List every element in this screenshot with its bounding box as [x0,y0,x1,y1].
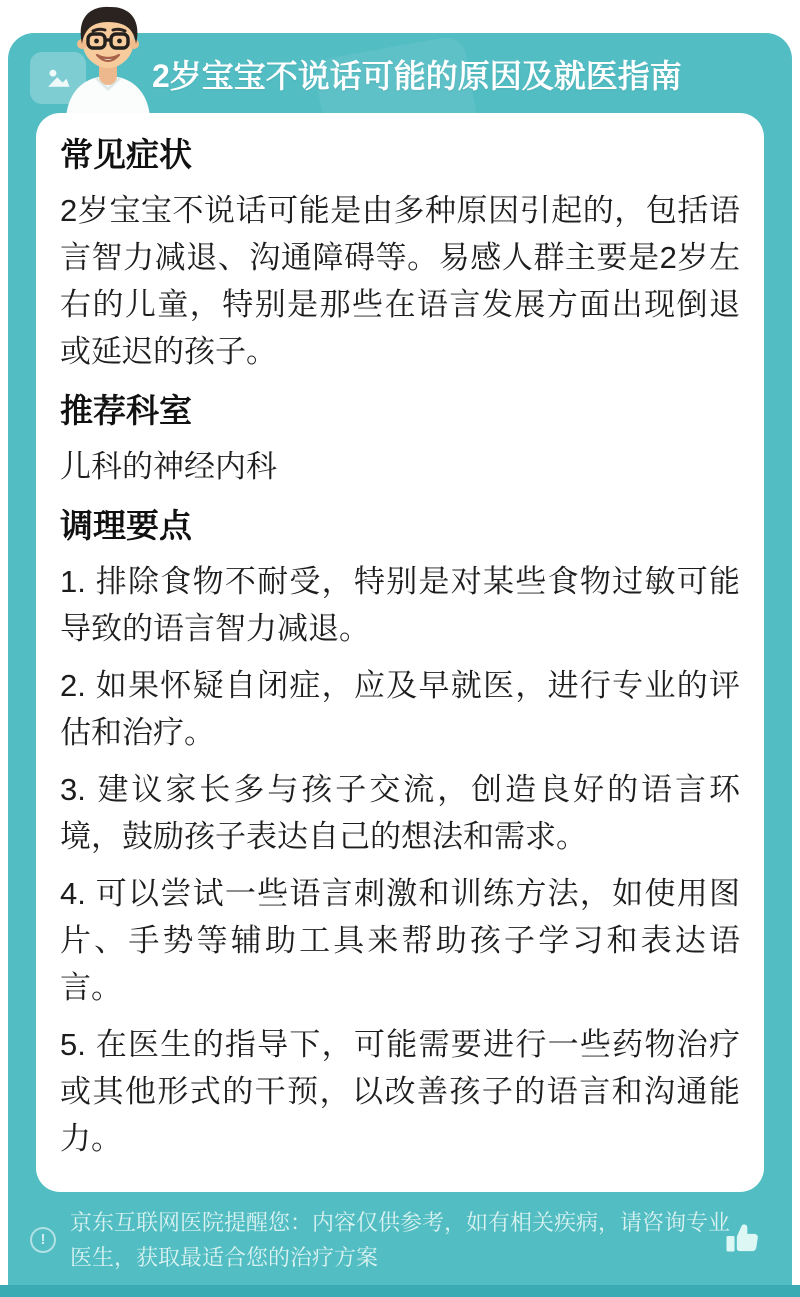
disclaimer-text: 京东互联网医院提醒您：内容仅供参考，如有相关疾病，请咨询专业医生，获取最适合您的治疗方案 [70,1210,731,1270]
exclamation-circle-icon: ! [30,1227,56,1253]
care-point-item: 2. 如果怀疑自闭症，应及早就医，进行专业的评估和治疗。 [60,668,740,750]
answer-bubble [8,33,792,1297]
section-care-points [60,506,740,1162]
care-point-item: 1. 排除食物不耐受，特别是对某些食物过敏可能导致的语言智力减退。 [60,564,740,646]
section-heading-symptoms: 常见症状 [60,136,192,173]
next-card-edge [0,1285,800,1297]
symptoms-paragraph: 2岁宝宝不说话可能是由多种原因引起的，包括语言智力减退、沟通障碍等。易感人群主要是2岁左右的儿童，特别是那些在语言发展方面出现倒退或延迟的孩子。 [60,193,740,369]
section-recommended-department [60,391,740,490]
care-point-item: 5. 在医生的指导下，可能需要进行一些药物治疗或其他形式的干预，以改善孩子的语言和沟通能力。 [60,1027,740,1156]
answer-card [36,113,764,1192]
thumbs-up-button[interactable] [722,1218,764,1258]
section-heading-department: 推荐科室 [60,392,192,429]
answer-title: 2岁宝宝不说话可能的原因及就医指南 [152,58,682,94]
section-heading-care-points: 调理要点 [60,507,192,544]
care-point-item: 4. 可以尝试一些语言刺激和训练方法，如使用图片、手势等辅助工具来帮助孩子学习和表达语言。 [60,876,740,1005]
doctor-avatar [52,4,164,118]
care-point-item: 3. 建议家长多与孩子交流，创造良好的语言环境，鼓励孩子表达自己的想法和需求。 [60,772,740,854]
section-common-symptoms [60,135,740,375]
department-paragraph: 儿科的神经内科 [60,449,277,484]
thumbs-up-icon [723,1220,763,1257]
disclaimer-row [30,1205,730,1275]
